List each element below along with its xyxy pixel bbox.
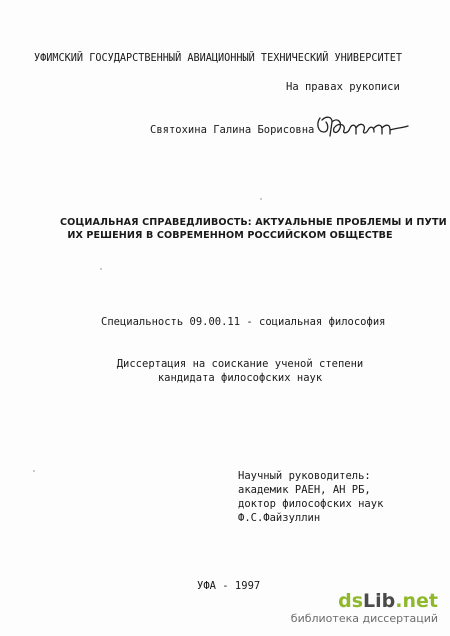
degree-statement — [110, 357, 370, 385]
title-line-1: СОЦИАЛЬНАЯ СПРАВЕДЛИВОСТЬ: АКТУАЛЬНЫЕ ПРОБЛЕМЫ И ПУТИ — [60, 217, 447, 228]
watermark-subtitle: библиотека диссертаций — [290, 612, 438, 625]
scan-speck — [260, 198, 262, 200]
city-year: УФА - 1997 — [197, 580, 261, 592]
dissertation-title — [60, 216, 447, 242]
author-signature — [312, 110, 412, 144]
advisor-line-4: Ф.С.Файзуллин — [238, 512, 321, 524]
scientific-advisor-block — [238, 469, 383, 525]
scan-speck — [100, 268, 102, 270]
dslib-watermark[interactable] — [288, 590, 438, 630]
advisor-line-2: академик РАЕН, АН РБ, — [238, 484, 371, 496]
logo-part-ds: ds — [338, 590, 364, 612]
degree-line-1: Диссертация на соискание ученой степени — [116, 358, 364, 370]
scan-speck — [33, 470, 35, 472]
logo-part-net: .net — [395, 590, 438, 612]
author-name: Святохина Галина Борисовна — [150, 124, 315, 136]
dslib-logo[interactable] — [338, 590, 438, 612]
logo-part-lib: Lib — [363, 590, 396, 612]
degree-line-2: кандидата философских наук — [157, 372, 323, 384]
manuscript-rights-note: На правах рукописи — [286, 81, 400, 93]
advisor-line-1: Научный руководитель: — [238, 470, 371, 482]
title-line-2: ИХ РЕШЕНИЯ В СОВРЕМЕННОМ РОССИЙСКОМ ОБЩЕСТВЕ — [67, 230, 393, 241]
university-name: УФИМСКИЙ ГОСУДАРСТВЕННЫЙ АВИАЦИОННЫЙ ТЕХНИЧЕСКИЙ УНИВЕРСИТЕТ — [34, 53, 403, 64]
advisor-line-3: доктор философских наук — [238, 498, 384, 510]
specialty-line: Специальность 09.00.11 - социальная философия — [101, 316, 386, 328]
